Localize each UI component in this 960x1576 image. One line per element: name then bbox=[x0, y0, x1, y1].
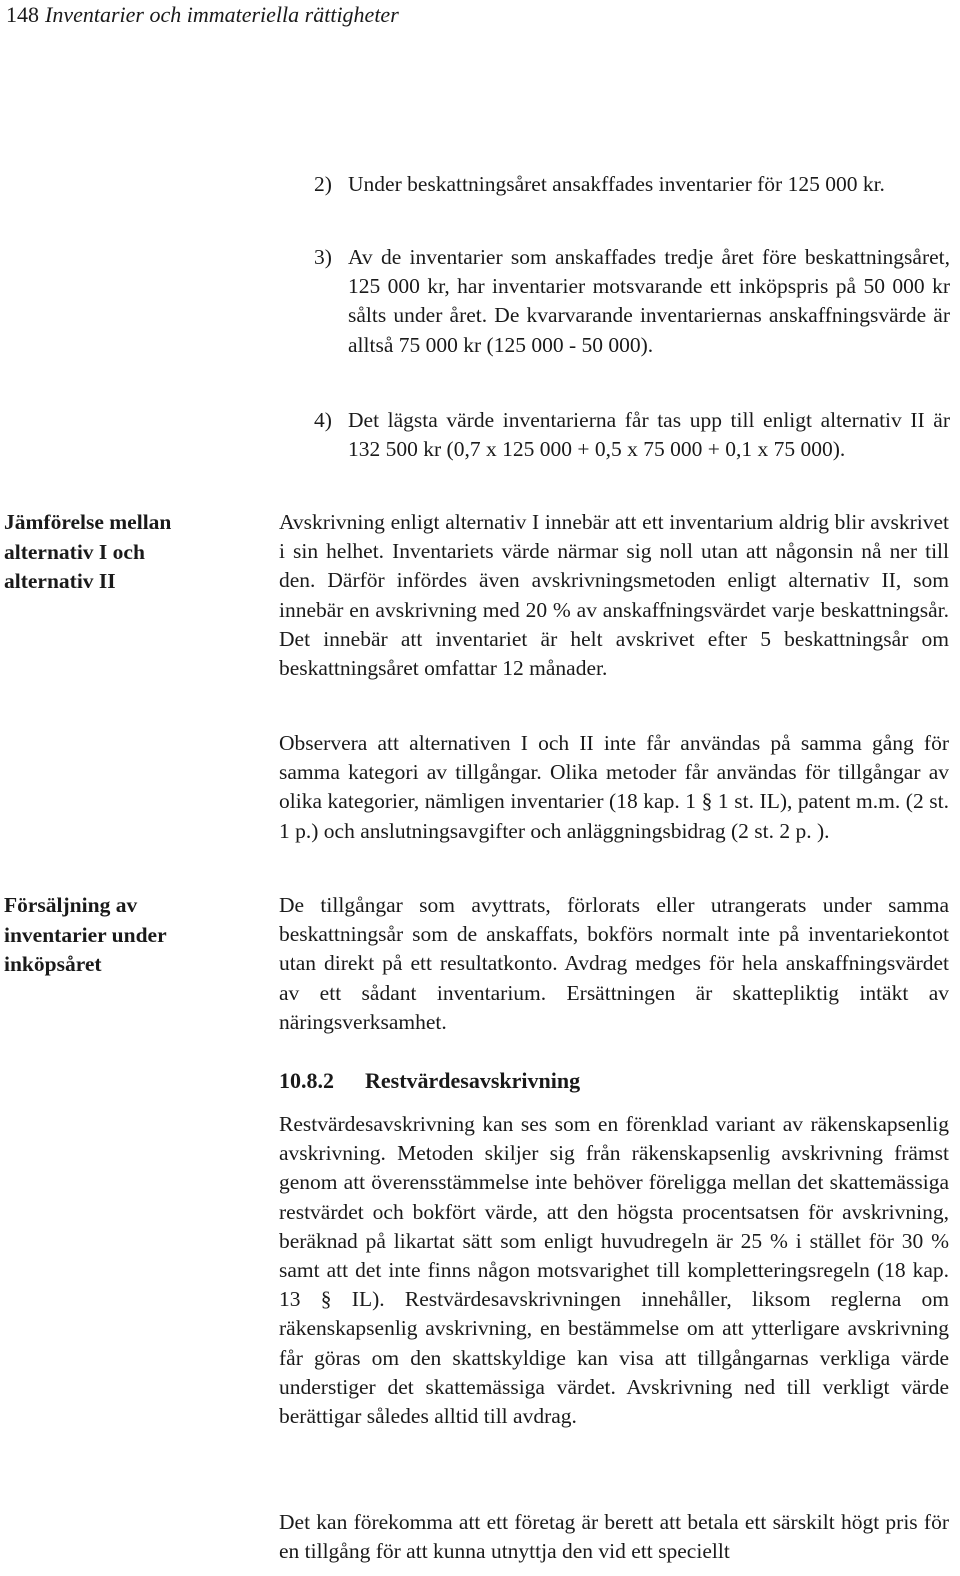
item-number: 4) bbox=[314, 408, 332, 432]
page-header bbox=[6, 0, 399, 30]
numbered-item-4 bbox=[314, 406, 950, 464]
paragraph-alternative-comparison: Avskrivning enligt alternativ I innebär att ett inventarium aldrig blir avskrivet i sin helhet. Inventariets värde närmar sig noll utan att någonsin nå ner till den. Därför infördes även avskrivningsmetoden enligt alternativ II, som innebär en avskrivning med 20 % av anskaffningsvärdet varje beskattningsår. Det innebär att inventariet är helt avskrivet efter 5 beskattningsår om beskattningsåret omfattar 12 månader. bbox=[279, 510, 949, 681]
item-number: 2) bbox=[314, 172, 332, 196]
paragraph-sale: De tillgångar som avyttrats, förlorats eller utrangerats under samma beskattningsår som de anskaffats, bokförs normalt inte på inventariekontot utan direkt på ett resultatkonto. Avdrag medges för hela anskaffningsvärdet av ett sådant inventarium. Ersättningen är skattepliktig intäkt av näringsverksamhet. bbox=[279, 893, 949, 1034]
sidenote-line: inköpsåret bbox=[4, 952, 102, 976]
sidenote-sale bbox=[4, 891, 244, 980]
sidenote-line: alternativ II bbox=[4, 569, 116, 593]
paragraph-observe: Observera att alternativen I och II inte får användas på samma gång för samma kategori av tillgångar. Olika metoder får användas för tillgångar av olika kategorier, nämligen inventarier (18 kap. 1 § 1 st. IL), patent m.m. (2 st. 1 p.) och anslutningsavgifter och anläggningsbidrag (2 st. 2 p. ). bbox=[279, 731, 949, 843]
sidenote-line: inventarier under bbox=[4, 922, 167, 947]
sidenote-comparison bbox=[4, 508, 244, 597]
page-number: 148 bbox=[6, 2, 39, 27]
numbered-item-3 bbox=[314, 243, 950, 360]
section-heading bbox=[279, 1066, 580, 1096]
section-title: Restvärdesavskrivning bbox=[365, 1068, 581, 1093]
item-text: Under beskattningsåret ansakffades inventarier för 125 000 kr. bbox=[348, 172, 885, 196]
paragraph-residual-value: Restvärdesavskrivning kan ses som en förenklad variant av räkenskapsenlig avskrivning. Metoden skiljer sig från räkenskapsenlig avskrivning främst genom att överensstämmelse inte behöver föreligga mellan det skattemässiga restvärdet och bokfört värde, att den högsta procentsatsen för avskrivning, beräknad på likartat sätt som enligt huvudregeln är 25 % i stället för 30 % samt att det inte finns någon motsvarighet till kompletteringsregeln (18 kap. 13 § IL). Restvärdesavskrivningen innehåller, liksom reglerna om räkenskapsenlig avskrivning, en bestämmelse om att ytterligare avskrivning får göras om den skattskyldige kan visa att tillgångarnas verkliga värde understiger det skattemässiga värdet. Avskrivning ned till verkligt värde berättigar således alltid till avdrag. bbox=[279, 1112, 949, 1429]
running-title: Inventarier och immateriella rättigheter bbox=[45, 2, 399, 27]
sidenote-line: Jämförelse mellan bbox=[4, 510, 172, 534]
numbered-item-2 bbox=[314, 170, 950, 199]
item-number: 3) bbox=[314, 245, 332, 269]
item-text: Av de inventarier som anskaffades tredje året före beskattningsåret, 125 000 kr, har inventarier motsvarande ett inköpspris på 50 000 kr sålts under året. De kvarvarande inventariernas anskaffningsvärde är alltså 75 000 kr (125 000 - 50 000). bbox=[348, 245, 950, 357]
sidenote-line: Försäljning av bbox=[4, 893, 138, 917]
sidenote-line: alternativ I och bbox=[4, 539, 145, 564]
item-text: Det lägsta värde inventarierna får tas upp till enligt alternativ II är 132 500 kr (0,7 x 125 000 + 0,5 x 75 000 + 0,1 x 75 000). bbox=[348, 408, 950, 462]
paragraph-special-price: Det kan förekomma att ett företag är berett att betala ett särskilt högt pris för en tillgång för att kunna utnyttja den vid ett speciellt bbox=[279, 1510, 949, 1564]
section-number: 10.8.2 bbox=[279, 1068, 334, 1093]
